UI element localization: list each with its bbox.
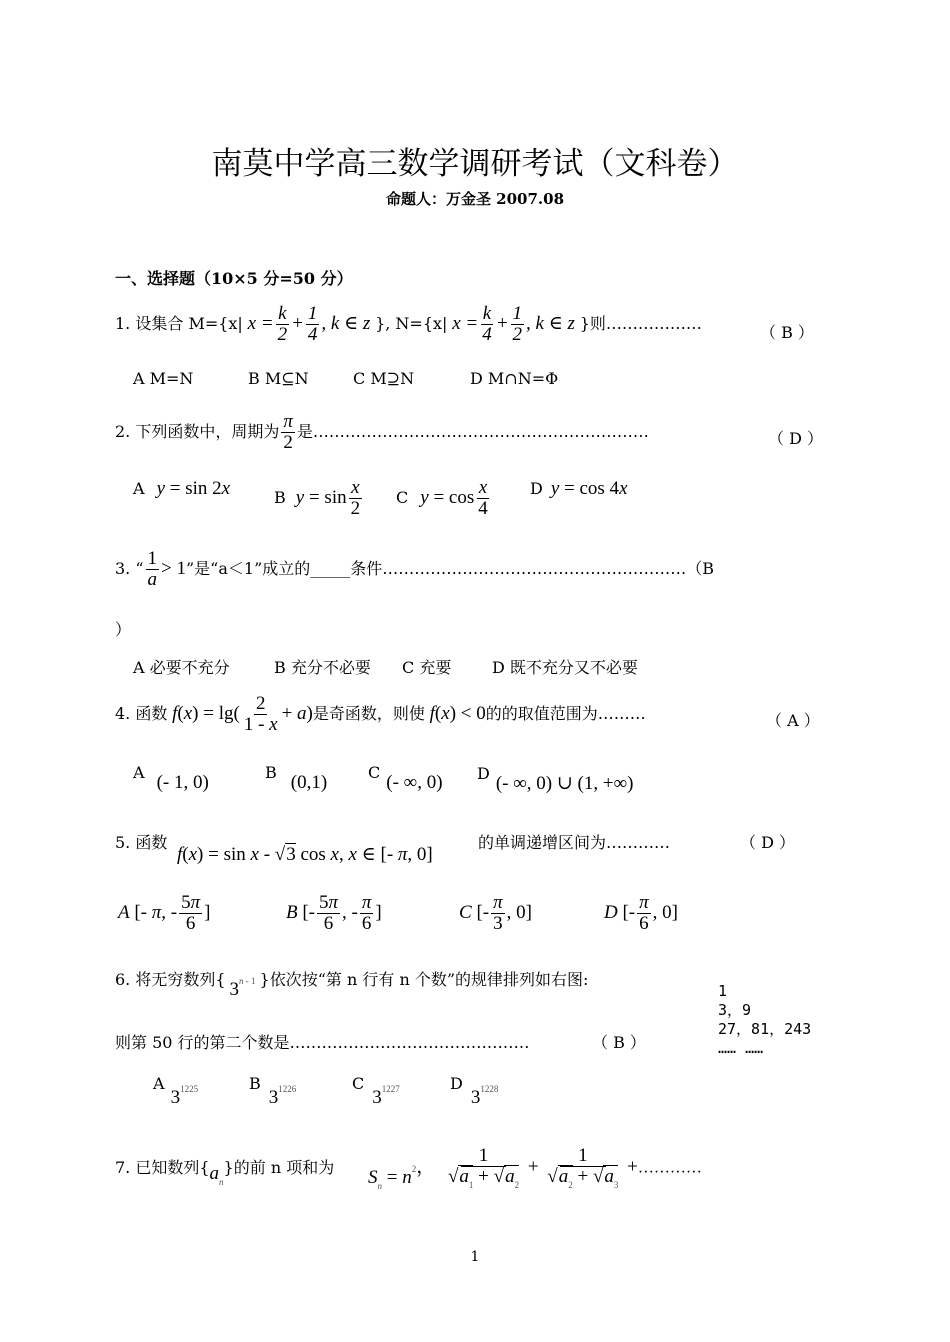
author-line: 命题人：万金圣 2007.08: [385, 190, 565, 208]
q4-stem-suffix: 的的取值范围为: [485, 703, 598, 723]
q2-dots: ………………………………………………………: [312, 421, 649, 441]
q3-condition: $\frac{1}{a}$ > 1: [147, 548, 186, 590]
q6-option-a: $A3^{1225}$: [153, 1074, 199, 1108]
question-2-stem: [115, 412, 649, 453]
q2-stem-suffix: 是: [296, 421, 313, 441]
q3-option-a: A 必要不充分: [133, 658, 230, 677]
q7-sequence: $a_n$: [209, 1163, 224, 1187]
question-4-stem: [115, 694, 646, 735]
q4-function: f(x) = lg( $\frac{2}{1 - x}$ + a): [172, 693, 313, 735]
question-7-stem: [115, 1155, 335, 1187]
q3-option-d: D 既不充分又不必要: [492, 658, 638, 677]
q5-answer: （ D ）: [740, 833, 796, 852]
q6-dots: ………………………………………: [289, 1033, 530, 1052]
q3-stem-prefix: 3. “: [115, 558, 144, 578]
q6-option-d: $D3^{1228}$: [450, 1074, 499, 1108]
q4-inequality: f(x) < 0: [429, 702, 486, 724]
q7-stem-prefix: 7. 已知数列{: [115, 1158, 210, 1177]
q4-option-b: B (0,1): [265, 763, 328, 793]
q2-stem-prefix: 2. 下列函数中，周期为: [115, 421, 280, 441]
q7-stem-mid: }的前 n 项和为: [223, 1158, 335, 1177]
question-5-stem: [115, 830, 167, 853]
q7-dots: …………: [637, 1159, 702, 1177]
q4-option-a: A (- 1, 0): [133, 763, 209, 793]
q3-answer-b: ）: [115, 620, 132, 639]
q6-triangle: [718, 982, 811, 1058]
q6-stem-mid: }依次按“第 n 行有 n 个数”的规律排列如右图:: [259, 970, 589, 989]
q1-stem-suffix: }则: [579, 313, 606, 333]
q4-dots: ………: [597, 703, 646, 723]
triangle-row-3: 27，81，243: [718, 1020, 812, 1038]
q1-option-c: C M⊇N: [353, 369, 415, 388]
q4-option-d: D (- ∞, 0) ∪ (1, +∞): [477, 764, 634, 794]
q5-function: f(x) = sin x - √3 cos x, x ∈ [- π, 0]: [177, 844, 433, 865]
q4-stem-prefix: 4. 函数: [115, 703, 168, 723]
q6-option-b: $B3^{1226}$: [249, 1074, 297, 1108]
q6-answer: （ B ）: [592, 1033, 646, 1052]
page-title: 南莫中学高三数学调研考试（文科卷）: [211, 146, 739, 182]
page-number: 1: [470, 1249, 480, 1265]
triangle-row-2: 3，9: [718, 1001, 752, 1019]
q2-option-b: B y = sin $\frac{x}{2}$: [274, 477, 361, 519]
q2-option-a: A y = sin 2x: [133, 478, 231, 499]
q6-sequence: 3$^{n - 1}$: [229, 976, 256, 1000]
q3-answer-a: （B: [686, 558, 715, 578]
q1-stem-mid: }, N={x|: [375, 313, 448, 333]
q1-option-b: B M⊆N: [248, 369, 309, 388]
triangle-row-1: 1: [718, 982, 728, 1000]
q1-formula-b: x = $\frac{k}{4}$ + $\frac{1}{2}$ , k ∈ z: [447, 303, 580, 345]
q1-option-d: D M∩N=Φ: [470, 369, 559, 388]
q4-answer: （ A ）: [766, 711, 820, 730]
q3-option-c: C 充要: [402, 658, 452, 677]
q7-formula: $S_n = n^2$， $\frac{1}{√a_1 + √a_2}$ + $\frac{1}{√a_2 + √a_3}$ +…………: [368, 1145, 702, 1191]
q2-period-fraction: $\frac{\pi}{2}$: [283, 411, 293, 453]
q5-option-d: D [- $\frac{\pi}{6}$ , 0]: [604, 892, 678, 934]
q2-answer: （ D ）: [768, 429, 824, 448]
q1-answer: （ B ）: [760, 323, 814, 342]
q1-dots: ………………: [605, 313, 702, 333]
q5-stem-suffix-line: 的单调递增区间为…………: [478, 833, 671, 852]
triangle-row-4: …… ……: [718, 1039, 764, 1057]
q5-option-c: C [- $\frac{\pi}{3}$ , 0]: [459, 892, 532, 934]
q6-option-c: $C3^{1227}$: [352, 1074, 400, 1108]
question-1-stem: [115, 304, 702, 345]
q1-option-a: A M=N: [133, 369, 194, 388]
q3-stem-mid: ”是“a＜1”成立的_____条件: [186, 558, 383, 578]
q1-stem-prefix: 1. 设集合 M={x|: [115, 313, 243, 333]
q5-stem-prefix: 5. 函数: [115, 833, 168, 852]
question-6-stem: [115, 966, 589, 1000]
q5-option-a: A [- π, - $\frac{5\pi}{6}$ ]: [118, 892, 211, 934]
section-heading: 一、选择题（10×5 分=50 分）: [115, 269, 353, 288]
q4-stem-mid: 是奇函数，则使: [312, 703, 425, 723]
q4-option-c: C (- ∞, 0): [368, 763, 443, 793]
q3-dots: …………………………………………………: [382, 558, 687, 578]
q5-option-b: B [- $\frac{5\pi}{6}$ , - $\frac{\pi}{6}$ ]: [286, 892, 382, 934]
q2-option-c: C y = cos $\frac{x}{4}$: [396, 477, 488, 519]
q1-formula-a: x = $\frac{k}{2}$ + $\frac{1}{4}$ , k ∈ z: [242, 303, 376, 345]
question-3-stem: [115, 549, 714, 590]
q6-stem-line2: 则第 50 行的第二个数是………………………………………: [115, 1033, 530, 1052]
q2-option-d: D y = cos 4x: [530, 478, 628, 499]
q5-dots: …………: [606, 833, 671, 852]
q3-option-b: B 充分不必要: [274, 658, 371, 677]
q6-stem-prefix: 6. 将无穷数列{: [115, 970, 226, 989]
